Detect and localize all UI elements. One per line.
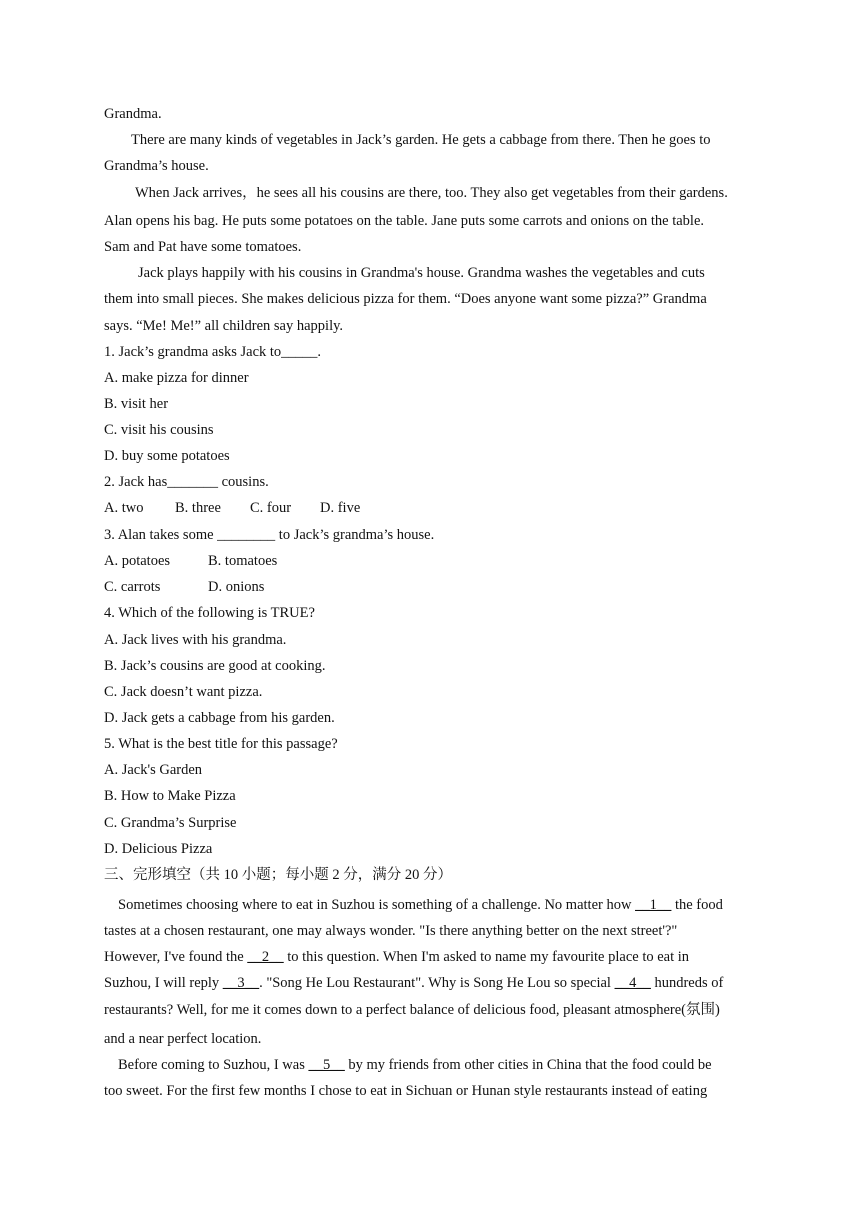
options-2: [104, 495, 360, 521]
cloze-line: [118, 1052, 712, 1078]
passage-line: Jack plays happily with his cousins in Grandma's house. Grandma washes the vegetables and cuts: [138, 265, 705, 281]
option-3b: B. tomatoes: [208, 553, 278, 569]
cloze-line: and a near perfect location.: [104, 1031, 262, 1047]
section-heading: 三、完形填空（共 10 小题；每小题 2 分，满分 20 分）: [104, 867, 452, 883]
option-1a: A. make pizza for dinner: [104, 370, 249, 386]
blank-1: __1__: [635, 897, 672, 913]
passage-line: When Jack arrives，he sees all his cousins are there, too. They also get vegetables from their gardens.: [135, 185, 728, 201]
passage-line: Grandma’s house.: [104, 158, 209, 174]
blank-5: __5__: [308, 1057, 345, 1073]
option-2a: A. two: [104, 500, 144, 516]
cloze-text: to this question. When I'm asked to name my favourite place to eat in: [283, 949, 690, 965]
options-3-row2: [104, 574, 264, 600]
question-2: 2. Jack has_______ cousins.: [104, 474, 269, 490]
question-4: 4. Which of the following is TRUE?: [104, 605, 315, 621]
option-5d: D. Delicious Pizza: [104, 841, 213, 857]
question-5: 5. What is the best title for this passage?: [104, 736, 338, 752]
option-1d: D. buy some potatoes: [104, 448, 230, 464]
cloze-text: the food: [671, 897, 723, 913]
option-1c: C. visit his cousins: [104, 422, 214, 438]
cloze-text: hundreds of: [650, 975, 724, 991]
passage-line: There are many kinds of vegetables in Jack’s garden. He gets a cabbage from there. Then he goes to: [131, 132, 711, 148]
question-1: 1. Jack’s grandma asks Jack to_____.: [104, 344, 322, 360]
option-2d: D. five: [320, 500, 361, 516]
blank-2: __2__: [247, 949, 284, 965]
option-2b: B. three: [175, 500, 221, 516]
cloze-line: tastes at a chosen restaurant, one may always wonder. "Is there anything better on the next street'?": [104, 923, 678, 939]
cloze-text: . "Song He Lou Restaurant". Why is Song He Lou so special: [259, 975, 615, 991]
option-4b: B. Jack’s cousins are good at cooking.: [104, 658, 326, 674]
option-2c: C. four: [250, 500, 292, 516]
option-4a: A. Jack lives with his grandma.: [104, 632, 287, 648]
blank-4: __4__: [614, 975, 651, 991]
option-3a: A. potatoes: [104, 553, 171, 569]
option-3d: D. onions: [208, 579, 265, 595]
cloze-line: [104, 970, 723, 996]
blank-3: __3__: [222, 975, 260, 991]
options-3-row1: [104, 548, 277, 574]
cloze-text: by my friends from other cities in China that the food could be: [344, 1057, 712, 1073]
passage-line: Sam and Pat have some tomatoes.: [104, 239, 302, 255]
cloze-line: [118, 892, 723, 918]
cloze-text: Before coming to Suzhou, I was: [118, 1057, 309, 1073]
option-4d: D. Jack gets a cabbage from his garden.: [104, 710, 335, 726]
cloze-text: Sometimes choosing where to eat in Suzhou is something of a challenge. No matter how: [118, 897, 636, 913]
passage-line: Alan opens his bag. He puts some potatoes on the table. Jane puts some carrots and onions on the table.: [104, 213, 705, 229]
cloze-line: too sweet. For the first few months I chose to eat in Sichuan or Hunan style restaurants instead of eating: [104, 1083, 708, 1099]
option-5a: A. Jack's Garden: [104, 762, 203, 778]
cloze-line: [104, 944, 689, 970]
option-3c: C. carrots: [104, 579, 161, 595]
cloze-line: restaurants? Well, for me it comes down to a perfect balance of delicious food, pleasant atmosphere(氛围): [104, 1002, 720, 1018]
option-5b: B. How to Make Pizza: [104, 788, 236, 804]
option-5c: C. Grandma’s Surprise: [104, 815, 237, 831]
passage-line: says. “Me! Me!” all children say happily.: [104, 318, 344, 334]
passage-line: Grandma.: [104, 106, 162, 122]
question-3: 3. Alan takes some ________ to Jack’s grandma’s house.: [104, 527, 435, 543]
option-1b: B. visit her: [104, 396, 169, 412]
option-4c: C. Jack doesn’t want pizza.: [104, 684, 263, 700]
cloze-text: However, I've found the: [104, 949, 248, 965]
cloze-text: Suzhou, I will reply: [104, 975, 223, 991]
passage-line: them into small pieces. She makes delicious pizza for them. “Does anyone want some pizza?” Grandma: [104, 291, 707, 307]
